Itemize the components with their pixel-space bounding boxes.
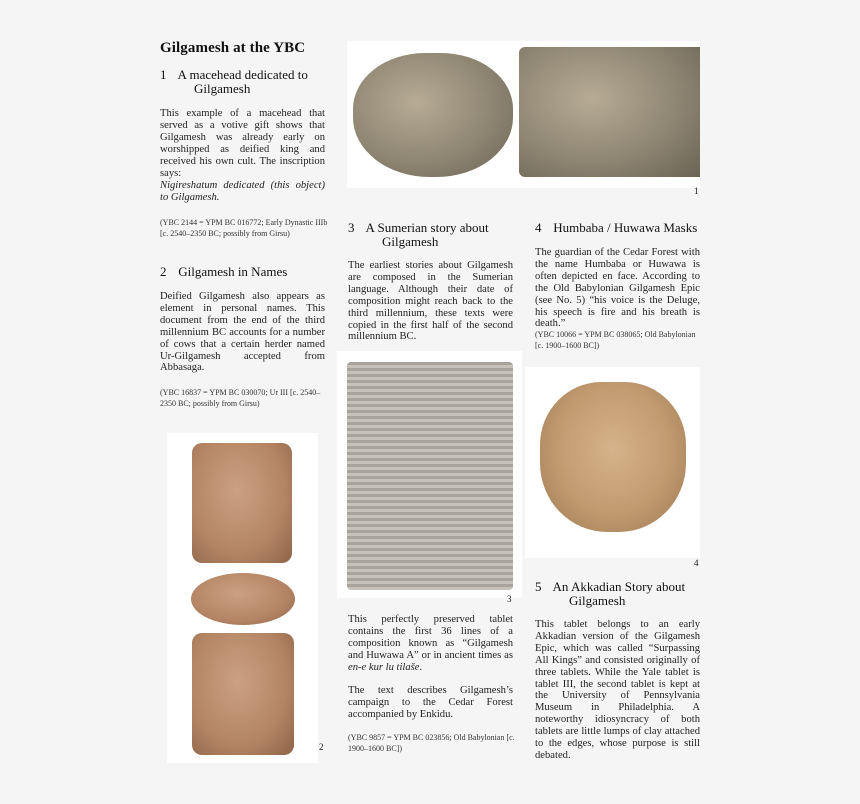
macehead-view-1 — [353, 53, 513, 177]
section-1-quote: Nigireshatum dedicated (this object) to Gilgamesh. — [160, 180, 325, 203]
figure-2-image — [167, 433, 318, 763]
section-heading-line1: Gilgamesh in Names — [178, 264, 288, 279]
section-3-caption-1 — [348, 614, 513, 674]
section-number: 2 — [160, 264, 167, 279]
humbaba-mask — [540, 382, 686, 532]
section-2-reference: (YBC 16837 = YPM BC 030070; Ur III [c. 2540–2350 BC; possibly from Girsu) — [160, 388, 321, 408]
page-title: Gilgamesh at the YBC — [160, 40, 306, 56]
section-3-reference: (YBC 9857 = YPM BC 023856; Old Babylonian [c. 1900–1600 BC]) — [348, 733, 515, 753]
section-3-body: The earliest stories about Gilgamesh are composed in the Sumerian language. Although their date of composition might reach back to the third millennium, these texts were copied in the first half of the second millennium BC. — [348, 260, 513, 343]
section-2-body: Deified Gilgamesh also appears as element in personal names. This document from the end of the third millennium BC accounts for a number of cows that a certain herder named Ur-Gilgamesh accepted from Abbasaga. — [160, 291, 325, 374]
caption-text-end: . — [419, 661, 423, 673]
section-heading-line1: Humbaba / Huwawa Masks — [553, 220, 698, 235]
section-heading-line1: An Akkadian Story about — [552, 579, 686, 594]
section-4-heading — [535, 221, 710, 235]
figure-4-number: 4 — [694, 558, 699, 568]
section-3-caption-2: The text describes Gilgamesh’s campaign to the Cedar Forest accompanied by Enkidu. — [348, 685, 513, 720]
section-number: 3 — [348, 220, 355, 235]
section-5-body: This tablet belongs to an early Akkadian version of the Gilgamesh Epic, which was called “Surpassing All Kings” and consisted originally of three tablets. While the Yale tablet is tablet III, the second tablet is kept at the University of Pennsylvania Museum in Philadelphia. A noteworthy idiosyncracy of both tablets are little lumps of clay attached to the edges, whose purpose is still debated. — [535, 619, 700, 761]
section-heading-line2: Gilgamesh — [569, 593, 626, 608]
section-heading-line2: Gilgamesh — [382, 234, 439, 249]
section-number: 4 — [535, 220, 542, 235]
section-1-reference: (YBC 2144 = YPM BC 016772; Early Dynastic IIIb [c. 2540–2350 BC; possibly from Girsu) — [160, 218, 328, 238]
figure-3-number: 3 — [507, 594, 512, 604]
section-2-heading — [160, 265, 335, 279]
figure-1-image — [347, 41, 700, 188]
tablet-edge — [191, 573, 295, 625]
tablet-reverse — [192, 633, 294, 755]
section-heading-line2: Gilgamesh — [194, 81, 251, 96]
section-5-heading — [535, 580, 710, 608]
caption-text: This perfectly preserved tablet contains the first 36 lines of a composition known as “Gilgamesh and Huwawa A” or in ancient times as — [348, 614, 513, 661]
section-heading-line1: A Sumerian story about — [365, 220, 489, 235]
section-4-reference: (YBC 10066 = YPM BC 038065; Old Babylonian [c. 1900–1600 BC]) — [535, 330, 696, 350]
section-1-heading — [160, 68, 335, 96]
caption-italic-title: en-e kur lu tilaše — [348, 661, 420, 673]
section-3-heading — [348, 221, 523, 249]
figure-2-number: 2 — [319, 742, 324, 752]
macehead-view-2 — [519, 47, 700, 177]
figure-1-number: 1 — [694, 186, 699, 196]
section-heading-line1: A macehead dedicated to — [177, 67, 308, 82]
figure-3-image — [337, 351, 522, 598]
sumerian-tablet — [347, 362, 513, 590]
figure-4-image — [525, 367, 700, 558]
section-1-body: This example of a macehead that served as a votive gift shows that Gilgamesh was already early on worshipped as deified king and received his own cult. The inscription says: — [160, 108, 325, 179]
section-number: 1 — [160, 67, 167, 82]
section-number: 5 — [535, 579, 542, 594]
tablet-obverse — [192, 443, 292, 563]
section-4-body: The guardian of the Cedar Forest with the name Humbaba or Huwawa is often depicted en face. According to the Old Babylonian Gilgamesh Epic (see No. 5) “his voice is the Deluge, his speech is fire and his breath is death.” — [535, 247, 700, 330]
